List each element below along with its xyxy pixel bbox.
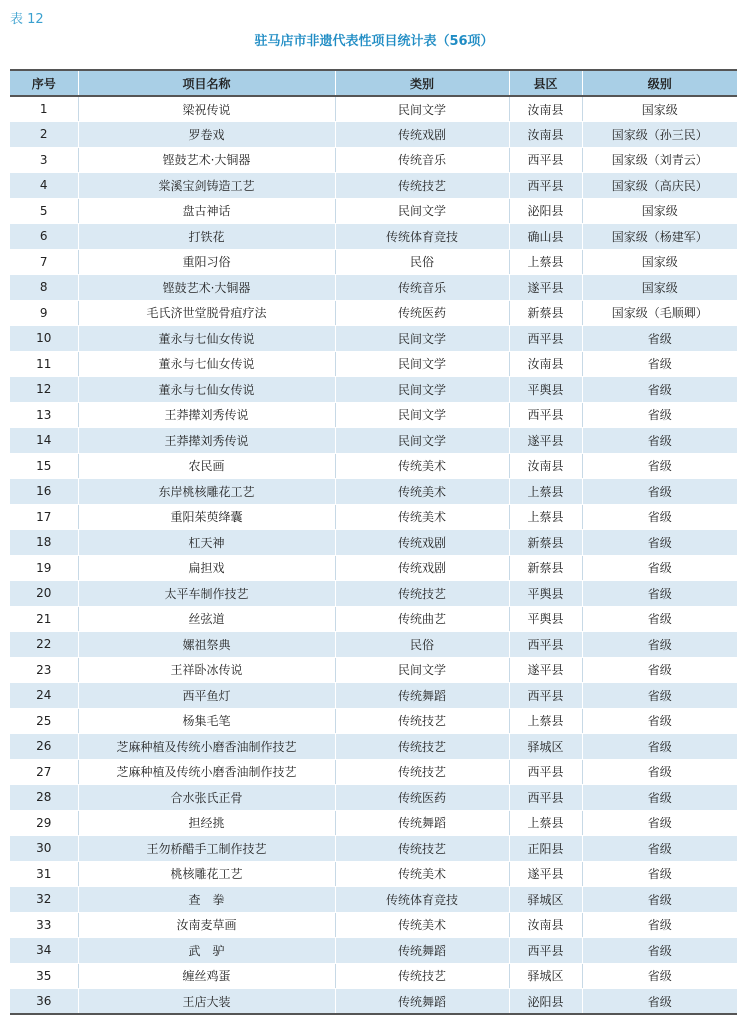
cell-level: 省级 xyxy=(582,555,737,581)
cell-project-name: 杨集毛笔 xyxy=(78,708,335,734)
cell-level: 国家级（毛顺卿） xyxy=(582,300,737,326)
cell-serial-number: 18 xyxy=(10,530,78,556)
cell-level: 国家级 xyxy=(582,96,737,122)
cell-level: 省级 xyxy=(582,402,737,428)
cell-project-name: 罗卷戏 xyxy=(78,122,335,148)
cell-serial-number: 13 xyxy=(10,402,78,428)
cell-category: 传统美术 xyxy=(335,504,509,530)
table-row xyxy=(10,912,737,938)
cell-category: 传统舞蹈 xyxy=(335,683,509,709)
cell-county: 上蔡县 xyxy=(509,708,582,734)
cell-level: 省级 xyxy=(582,479,737,505)
cell-project-name: 董永与七仙女传说 xyxy=(78,326,335,352)
cell-county: 上蔡县 xyxy=(509,810,582,836)
cell-level: 省级 xyxy=(582,351,737,377)
cell-serial-number: 22 xyxy=(10,632,78,658)
cell-category: 传统舞蹈 xyxy=(335,938,509,964)
cell-project-name: 嫘祖祭典 xyxy=(78,632,335,658)
header-category: 类别 xyxy=(335,70,509,96)
cell-serial-number: 27 xyxy=(10,759,78,785)
cell-project-name: 东岸桃核雕花工艺 xyxy=(78,479,335,505)
cell-category: 传统音乐 xyxy=(335,275,509,301)
cell-county: 平舆县 xyxy=(509,581,582,607)
cell-county: 泌阳县 xyxy=(509,198,582,224)
cell-serial-number: 20 xyxy=(10,581,78,607)
cell-level: 省级 xyxy=(582,938,737,964)
cell-county: 遂平县 xyxy=(509,861,582,887)
table-row xyxy=(10,530,737,556)
cell-project-name: 农民画 xyxy=(78,453,335,479)
cell-serial-number: 4 xyxy=(10,173,78,199)
table-body xyxy=(10,96,737,1014)
cell-project-name: 打铁花 xyxy=(78,224,335,250)
cell-level: 省级 xyxy=(582,606,737,632)
cell-serial-number: 35 xyxy=(10,963,78,989)
cell-serial-number: 12 xyxy=(10,377,78,403)
cell-project-name: 丝弦道 xyxy=(78,606,335,632)
table-row xyxy=(10,402,737,428)
header-project-name: 项目名称 xyxy=(78,70,335,96)
cell-county: 上蔡县 xyxy=(509,249,582,275)
cell-category: 传统美术 xyxy=(335,453,509,479)
cell-county: 西平县 xyxy=(509,683,582,709)
cell-level: 省级 xyxy=(582,708,737,734)
cell-level: 省级 xyxy=(582,683,737,709)
cell-level: 省级 xyxy=(582,912,737,938)
cell-category: 民间文学 xyxy=(335,657,509,683)
header-level: 级别 xyxy=(582,70,737,96)
cell-serial-number: 29 xyxy=(10,810,78,836)
cell-category: 民间文学 xyxy=(335,326,509,352)
table-row xyxy=(10,198,737,224)
cell-county: 西平县 xyxy=(509,632,582,658)
cell-serial-number: 33 xyxy=(10,912,78,938)
cell-category: 传统技艺 xyxy=(335,963,509,989)
cell-level: 省级 xyxy=(582,836,737,862)
table-row xyxy=(10,377,737,403)
cell-county: 西平县 xyxy=(509,785,582,811)
cell-county: 正阳县 xyxy=(509,836,582,862)
cell-level: 省级 xyxy=(582,657,737,683)
cell-serial-number: 21 xyxy=(10,606,78,632)
cell-level: 省级 xyxy=(582,785,737,811)
cell-county: 新蔡县 xyxy=(509,555,582,581)
cell-serial-number: 32 xyxy=(10,887,78,913)
cell-category: 民间文学 xyxy=(335,198,509,224)
cell-serial-number: 31 xyxy=(10,861,78,887)
cell-level: 国家级 xyxy=(582,249,737,275)
cell-county: 驿城区 xyxy=(509,734,582,760)
cell-county: 泌阳县 xyxy=(509,989,582,1015)
cell-level: 省级 xyxy=(582,759,737,785)
table-number-label: 表 12 xyxy=(10,12,44,27)
cell-county: 西平县 xyxy=(509,326,582,352)
cell-level: 省级 xyxy=(582,504,737,530)
table-row xyxy=(10,147,737,173)
cell-project-name: 西平鱼灯 xyxy=(78,683,335,709)
cell-level: 省级 xyxy=(582,989,737,1015)
cell-level: 省级 xyxy=(582,887,737,913)
cell-project-name: 王莽撵刘秀传说 xyxy=(78,402,335,428)
cell-level: 省级 xyxy=(582,861,737,887)
cell-serial-number: 36 xyxy=(10,989,78,1015)
cell-category: 民间文学 xyxy=(335,351,509,377)
cell-county: 西平县 xyxy=(509,402,582,428)
cell-category: 传统舞蹈 xyxy=(335,989,509,1015)
cell-serial-number: 11 xyxy=(10,351,78,377)
cell-category: 民间文学 xyxy=(335,428,509,454)
cell-county: 新蔡县 xyxy=(509,530,582,556)
table-row xyxy=(10,683,737,709)
cell-project-name: 王勿桥醋手工制作技艺 xyxy=(78,836,335,862)
cell-level: 国家级（孙三民） xyxy=(582,122,737,148)
table-row xyxy=(10,785,737,811)
cell-project-name: 盘古神话 xyxy=(78,198,335,224)
header-county: 县区 xyxy=(509,70,582,96)
cell-county: 上蔡县 xyxy=(509,479,582,505)
cell-project-name: 毛氏济世堂脱骨疽疗法 xyxy=(78,300,335,326)
cell-category: 民俗 xyxy=(335,632,509,658)
cell-level: 国家级 xyxy=(582,275,737,301)
cell-category: 传统舞蹈 xyxy=(335,810,509,836)
cell-project-name: 铿鼓艺术·大铜器 xyxy=(78,275,335,301)
cell-project-name: 查 拳 xyxy=(78,887,335,913)
cell-county: 新蔡县 xyxy=(509,300,582,326)
cell-level: 省级 xyxy=(582,734,737,760)
table-header-row xyxy=(10,70,737,96)
heritage-projects-table xyxy=(10,69,737,1015)
table-caption: 驻马店市非遗代表性项目统计表（56项） xyxy=(254,34,494,49)
table-row xyxy=(10,351,737,377)
cell-category: 传统医药 xyxy=(335,785,509,811)
cell-project-name: 合水张氏正骨 xyxy=(78,785,335,811)
table-row xyxy=(10,963,737,989)
cell-project-name: 王祥卧冰传说 xyxy=(78,657,335,683)
table-row xyxy=(10,581,737,607)
cell-project-name: 铿鼓艺术·大铜器 xyxy=(78,147,335,173)
table-row xyxy=(10,708,737,734)
cell-project-name: 董永与七仙女传说 xyxy=(78,377,335,403)
cell-category: 传统戏剧 xyxy=(335,555,509,581)
cell-level: 省级 xyxy=(582,810,737,836)
cell-serial-number: 30 xyxy=(10,836,78,862)
cell-category: 传统体育竞技 xyxy=(335,224,509,250)
cell-project-name: 王店大装 xyxy=(78,989,335,1015)
cell-serial-number: 15 xyxy=(10,453,78,479)
cell-county: 汝南县 xyxy=(509,453,582,479)
cell-project-name: 桃核雕花工艺 xyxy=(78,861,335,887)
cell-county: 西平县 xyxy=(509,147,582,173)
table-row xyxy=(10,938,737,964)
cell-county: 西平县 xyxy=(509,759,582,785)
cell-project-name: 重阳茱萸绛囊 xyxy=(78,504,335,530)
cell-serial-number: 19 xyxy=(10,555,78,581)
cell-project-name: 扁担戏 xyxy=(78,555,335,581)
table-row xyxy=(10,249,737,275)
cell-category: 传统技艺 xyxy=(335,836,509,862)
cell-category: 传统美术 xyxy=(335,861,509,887)
cell-county: 汝南县 xyxy=(509,351,582,377)
cell-county: 遂平县 xyxy=(509,428,582,454)
cell-category: 传统体育竞技 xyxy=(335,887,509,913)
cell-project-name: 汝南麦草画 xyxy=(78,912,335,938)
cell-level: 国家级（高庆民） xyxy=(582,173,737,199)
cell-project-name: 梁祝传说 xyxy=(78,96,335,122)
cell-project-name: 重阳习俗 xyxy=(78,249,335,275)
table-row xyxy=(10,300,737,326)
cell-serial-number: 7 xyxy=(10,249,78,275)
table-row xyxy=(10,96,737,122)
cell-level: 国家级（杨建军） xyxy=(582,224,737,250)
table-row xyxy=(10,657,737,683)
cell-county: 遂平县 xyxy=(509,275,582,301)
table-row xyxy=(10,555,737,581)
cell-category: 传统音乐 xyxy=(335,147,509,173)
cell-level: 省级 xyxy=(582,428,737,454)
table-row xyxy=(10,632,737,658)
cell-serial-number: 1 xyxy=(10,96,78,122)
cell-county: 确山县 xyxy=(509,224,582,250)
cell-category: 民俗 xyxy=(335,249,509,275)
cell-county: 汝南县 xyxy=(509,912,582,938)
table-row xyxy=(10,861,737,887)
cell-project-name: 缠丝鸡蛋 xyxy=(78,963,335,989)
cell-county: 驿城区 xyxy=(509,963,582,989)
header-serial-number: 序号 xyxy=(10,70,78,96)
cell-project-name: 太平车制作技艺 xyxy=(78,581,335,607)
cell-level: 省级 xyxy=(582,581,737,607)
cell-category: 传统技艺 xyxy=(335,173,509,199)
cell-county: 平舆县 xyxy=(509,377,582,403)
cell-county: 上蔡县 xyxy=(509,504,582,530)
cell-serial-number: 10 xyxy=(10,326,78,352)
cell-serial-number: 2 xyxy=(10,122,78,148)
cell-county: 西平县 xyxy=(509,173,582,199)
cell-county: 驿城区 xyxy=(509,887,582,913)
cell-category: 传统曲艺 xyxy=(335,606,509,632)
table-row xyxy=(10,275,737,301)
cell-category: 民间文学 xyxy=(335,96,509,122)
cell-serial-number: 24 xyxy=(10,683,78,709)
table-row xyxy=(10,122,737,148)
cell-category: 传统技艺 xyxy=(335,734,509,760)
cell-county: 汝南县 xyxy=(509,122,582,148)
table-row xyxy=(10,428,737,454)
cell-project-name: 王莽撵刘秀传说 xyxy=(78,428,335,454)
cell-serial-number: 14 xyxy=(10,428,78,454)
cell-serial-number: 3 xyxy=(10,147,78,173)
table-row xyxy=(10,836,737,862)
cell-category: 传统戏剧 xyxy=(335,530,509,556)
cell-county: 平舆县 xyxy=(509,606,582,632)
cell-serial-number: 5 xyxy=(10,198,78,224)
table-row xyxy=(10,479,737,505)
cell-project-name: 芝麻种植及传统小磨香油制作技艺 xyxy=(78,759,335,785)
table-row xyxy=(10,887,737,913)
cell-category: 民间文学 xyxy=(335,402,509,428)
cell-project-name: 杠天神 xyxy=(78,530,335,556)
cell-category: 传统医药 xyxy=(335,300,509,326)
table-row xyxy=(10,224,737,250)
table-row xyxy=(10,989,737,1015)
table-row xyxy=(10,759,737,785)
cell-serial-number: 9 xyxy=(10,300,78,326)
cell-category: 传统戏剧 xyxy=(335,122,509,148)
cell-level: 省级 xyxy=(582,530,737,556)
cell-serial-number: 26 xyxy=(10,734,78,760)
table-row xyxy=(10,606,737,632)
cell-project-name: 棠溪宝剑铸造工艺 xyxy=(78,173,335,199)
cell-county: 汝南县 xyxy=(509,96,582,122)
cell-serial-number: 34 xyxy=(10,938,78,964)
cell-category: 传统美术 xyxy=(335,912,509,938)
cell-category: 传统技艺 xyxy=(335,581,509,607)
cell-serial-number: 28 xyxy=(10,785,78,811)
table-row xyxy=(10,173,737,199)
cell-project-name: 董永与七仙女传说 xyxy=(78,351,335,377)
cell-level: 国家级（刘青云） xyxy=(582,147,737,173)
cell-category: 传统技艺 xyxy=(335,708,509,734)
cell-category: 传统技艺 xyxy=(335,759,509,785)
cell-level: 省级 xyxy=(582,632,737,658)
cell-project-name: 芝麻种植及传统小磨香油制作技艺 xyxy=(78,734,335,760)
table-row xyxy=(10,734,737,760)
cell-project-name: 担经挑 xyxy=(78,810,335,836)
table-row xyxy=(10,453,737,479)
cell-serial-number: 6 xyxy=(10,224,78,250)
cell-level: 省级 xyxy=(582,963,737,989)
table-row xyxy=(10,504,737,530)
cell-serial-number: 23 xyxy=(10,657,78,683)
cell-category: 民间文学 xyxy=(335,377,509,403)
cell-level: 省级 xyxy=(582,453,737,479)
cell-level: 省级 xyxy=(582,326,737,352)
table-row xyxy=(10,326,737,352)
cell-serial-number: 16 xyxy=(10,479,78,505)
cell-county: 西平县 xyxy=(509,938,582,964)
cell-level: 省级 xyxy=(582,377,737,403)
cell-serial-number: 17 xyxy=(10,504,78,530)
cell-serial-number: 8 xyxy=(10,275,78,301)
table-row xyxy=(10,810,737,836)
cell-project-name: 武 驴 xyxy=(78,938,335,964)
cell-county: 遂平县 xyxy=(509,657,582,683)
cell-category: 传统美术 xyxy=(335,479,509,505)
cell-level: 国家级 xyxy=(582,198,737,224)
cell-serial-number: 25 xyxy=(10,708,78,734)
